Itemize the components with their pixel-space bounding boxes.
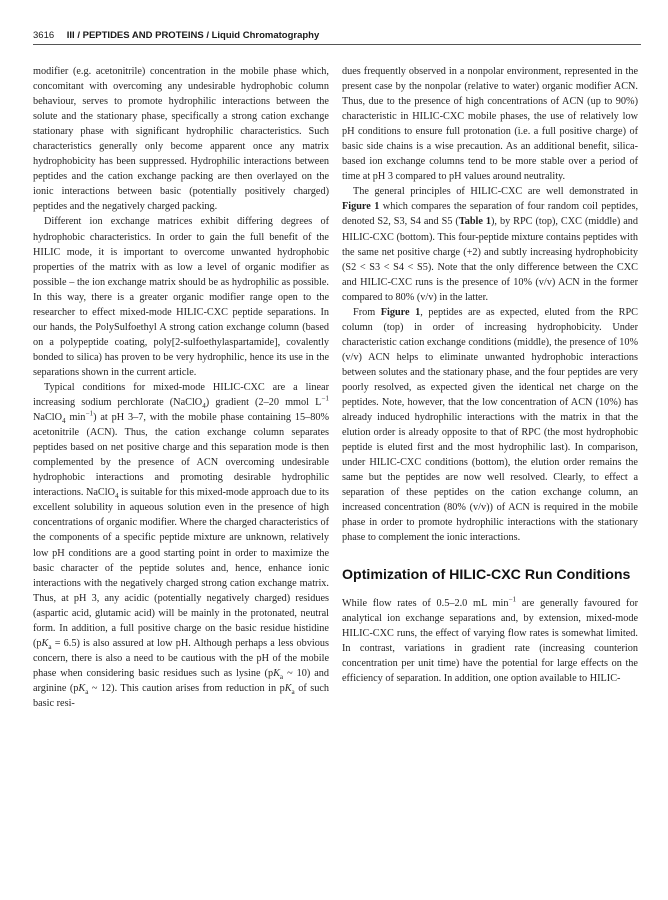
text-segment: , peptides are as expected, eluted from the RPC column (top) in order of increasing hydrophobicity. Under characteristic cation exchange conditions (middle), the presence of 10% (v/v) ACN helps to eliminate unwanted hydrophobic interactions between solutes and the stationary phase, and the four peptides are very poorly resolved, as expected given the identical net charge on the peptides. Note, however, that the low concentration of ACN (10%) has already induced hydrophilic interactions with the matrix in that the elution order is already opposite to that of RPC (the most hydrophobic peptide is eluted first and the most hydrophilic last). In comparison, under HILIC-CXC conditions (bottom), the elution order remains the same but the peptides are now well resolved. Clearly, to effect a separation of these peptides on the cation exchange column, an increased concentration (80% (v/v)) of ACN is required in the mobile phase in order to promote hydrophilic interactions with the stationary phase to complement the ionic interactions. — [342, 306, 638, 544]
table-reference[interactable]: Table 1 — [458, 216, 492, 228]
header-rule — [33, 44, 641, 45]
text-segment: Typical conditions for mixed-mode HILIC-CXC are a linear increasing sodium perchlorate (NaClO — [33, 381, 329, 409]
subscript: 4 — [202, 402, 206, 411]
text-segment: are generally favoured for analytical ion exchange separations and, by extension, mixed-mode HILIC-CXC runs, the effect of varying flow rates is somewhat limited. In contrast, variations in gradient rate (increasing counterion concentration per unit time) have the potential for large effects on the efficiency of separation. In addition, one option available to HILIC- — [342, 598, 638, 685]
right-column — [342, 64, 638, 686]
text-segment: ~ 12). This caution arises from reduction in p — [88, 682, 285, 694]
pka-k: K — [78, 682, 86, 694]
text-segment: min — [65, 412, 86, 424]
superscript: −1 — [321, 394, 329, 403]
subscript: a — [48, 642, 52, 651]
subscript: a — [85, 687, 89, 696]
text-segment: of such basic resi- — [33, 682, 329, 709]
right-paragraph-1: dues frequently observed in a nonpolar environment, represented in the present case by the nonpolar (relative to water) organic modifier ACN. Thus, due to the presence of high concentrations of ACN (up to 90%) characteristic in HILIC-CXC mobile phases, the use of relatively low pH conditions to ensure full protonation (i.e. a full positive charge) of basic side chains is a wise precaution. As an additional benefit, silica-based ion exchange columns tend to be more stable over a period of time at pH 3 compared to pH values around neutrality. — [342, 66, 638, 183]
right-paragraph-4 — [342, 596, 638, 686]
pka-k: K — [273, 667, 280, 679]
section-title: III / PEPTIDES AND PROTEINS / Liquid Chromatography — [66, 30, 320, 41]
left-column — [33, 64, 329, 711]
text-segment: From — [353, 306, 381, 318]
text-segment: NaClO — [33, 412, 63, 424]
text-segment: ) at pH 3–7, with the mobile phase containing 15–80% acetonitrile (ACN). Thus, the cation exchange column separates peptides based on net positive charge and this separation mode is then complemented by the presence of ACN overcoming undesirable hydrophobic interactions and promoting desirable hydrophilic interactions. NaClO — [33, 412, 329, 499]
right-paragraph-2 — [342, 184, 638, 304]
superscript: −1 — [85, 409, 94, 418]
text-segment: ~ 10) and arginine (p — [33, 667, 330, 694]
text-segment: which compares the separation of four random coil peptides, denoted S2, S3, S4 and S5 ( — [342, 201, 639, 228]
subscript: a — [291, 687, 295, 696]
text-segment: = 6.5) is also assured at low pH. Although perhaps a less obvious concern, there is also a need to be cautious with the pH of the mobile phase when considering basic residues such as lysine (p — [33, 637, 329, 679]
superscript: −1 — [508, 595, 517, 604]
figure-reference[interactable]: Figure 1 — [342, 201, 380, 213]
pka-k: K — [284, 682, 292, 694]
text-segment: ), by RPC (top), CXC (middle) and HILIC-CXC (bottom). This four-peptide mixture contains peptides with the same net positive charge (+2) and subtly increasing hydrophobicity (S2 < S3 < S4 < S5). Note that the only difference between the CXC and HILIC-CXC runs is the presence of 10% (v/v) ACN in the former compared to 80% (v/v) in the latter. — [342, 216, 638, 303]
text-segment: The general principles of HILIC-CXC are well demonstrated in — [353, 186, 638, 198]
left-paragraph-3 — [33, 380, 329, 711]
text-segment: While flow rates of 0.5–2.0 mL min — [342, 598, 509, 609]
section-heading: Optimization of HILIC-CXC Run Conditions — [342, 566, 631, 583]
text-segment: ) gradient (2–20 mmol L — [205, 397, 322, 409]
pka-k: K — [41, 637, 49, 649]
subscript: 4 — [62, 417, 66, 426]
subscript: 4 — [115, 492, 119, 501]
page-number: 3616 — [33, 30, 55, 41]
subscript: a — [279, 672, 284, 681]
left-paragraph-1: modifier (e.g. acetonitrile) concentration in the mobile phase which, concomitant with overcoming any undesirable hydrophobic column behaviour, serves to promote hydrophilic interactions between the solute and the stationary phase, specifically a strong cation exchange stationary phase with significant hydrophilic characteristics. Such characteristics generally only become apparent once any matrix hydrophobicity has been suppressed. Hydrophilic interactions between peptides and the cation exchange packing are then overlayed on the ionic interactions between basic (potentially positively charged) peptides and the negatively charged packing. — [33, 66, 329, 213]
figure-reference[interactable]: Figure 1 — [380, 306, 421, 318]
right-paragraph-3 — [342, 305, 638, 546]
text-segment: is suitable for this mixed-mode approach due to its excellent solubility in aqueous solution even in the presence of high concentrations of organic modifier. Where the charged characteristics of the components of a specific peptide mixture are unknown, relatively low pH conditions are a good starting point in order to maximize the basic character of the peptide solutes and, hence, enhance ionic interactions with the negatively charged strong cation exchange matrix. Thus, at pH 3, any acidic (potentially negatively charged) residues (aspartic acid, glutamic acid) will be mainly in the protonated, neutral form. In addition, a full positive charge on the basic residue histidine (p — [33, 487, 329, 649]
left-paragraph-2: Different ion exchange matrices exhibit differing degrees of hydrophobic characteristics. In order to gain the full benefit of the HILIC mode, it is important to overcome unwanted hydrophobic properties of the matrix with as low a level of organic modifier as possible – the ion exchange matrix should be as hydrophilic as possible. In this way, there is a greater organic modifier range open to the researcher to effect mixed-mode HILIC-CXC peptide separations. In our hands, the PolySulfoethyl A strong cation exchange column (based on a polypeptide coating, poly[2-sulfoethylaspartamide], covalently bonded to silica) has proven to be very hydrophilic, hence its use in the separations shown in the current article. — [33, 216, 329, 378]
